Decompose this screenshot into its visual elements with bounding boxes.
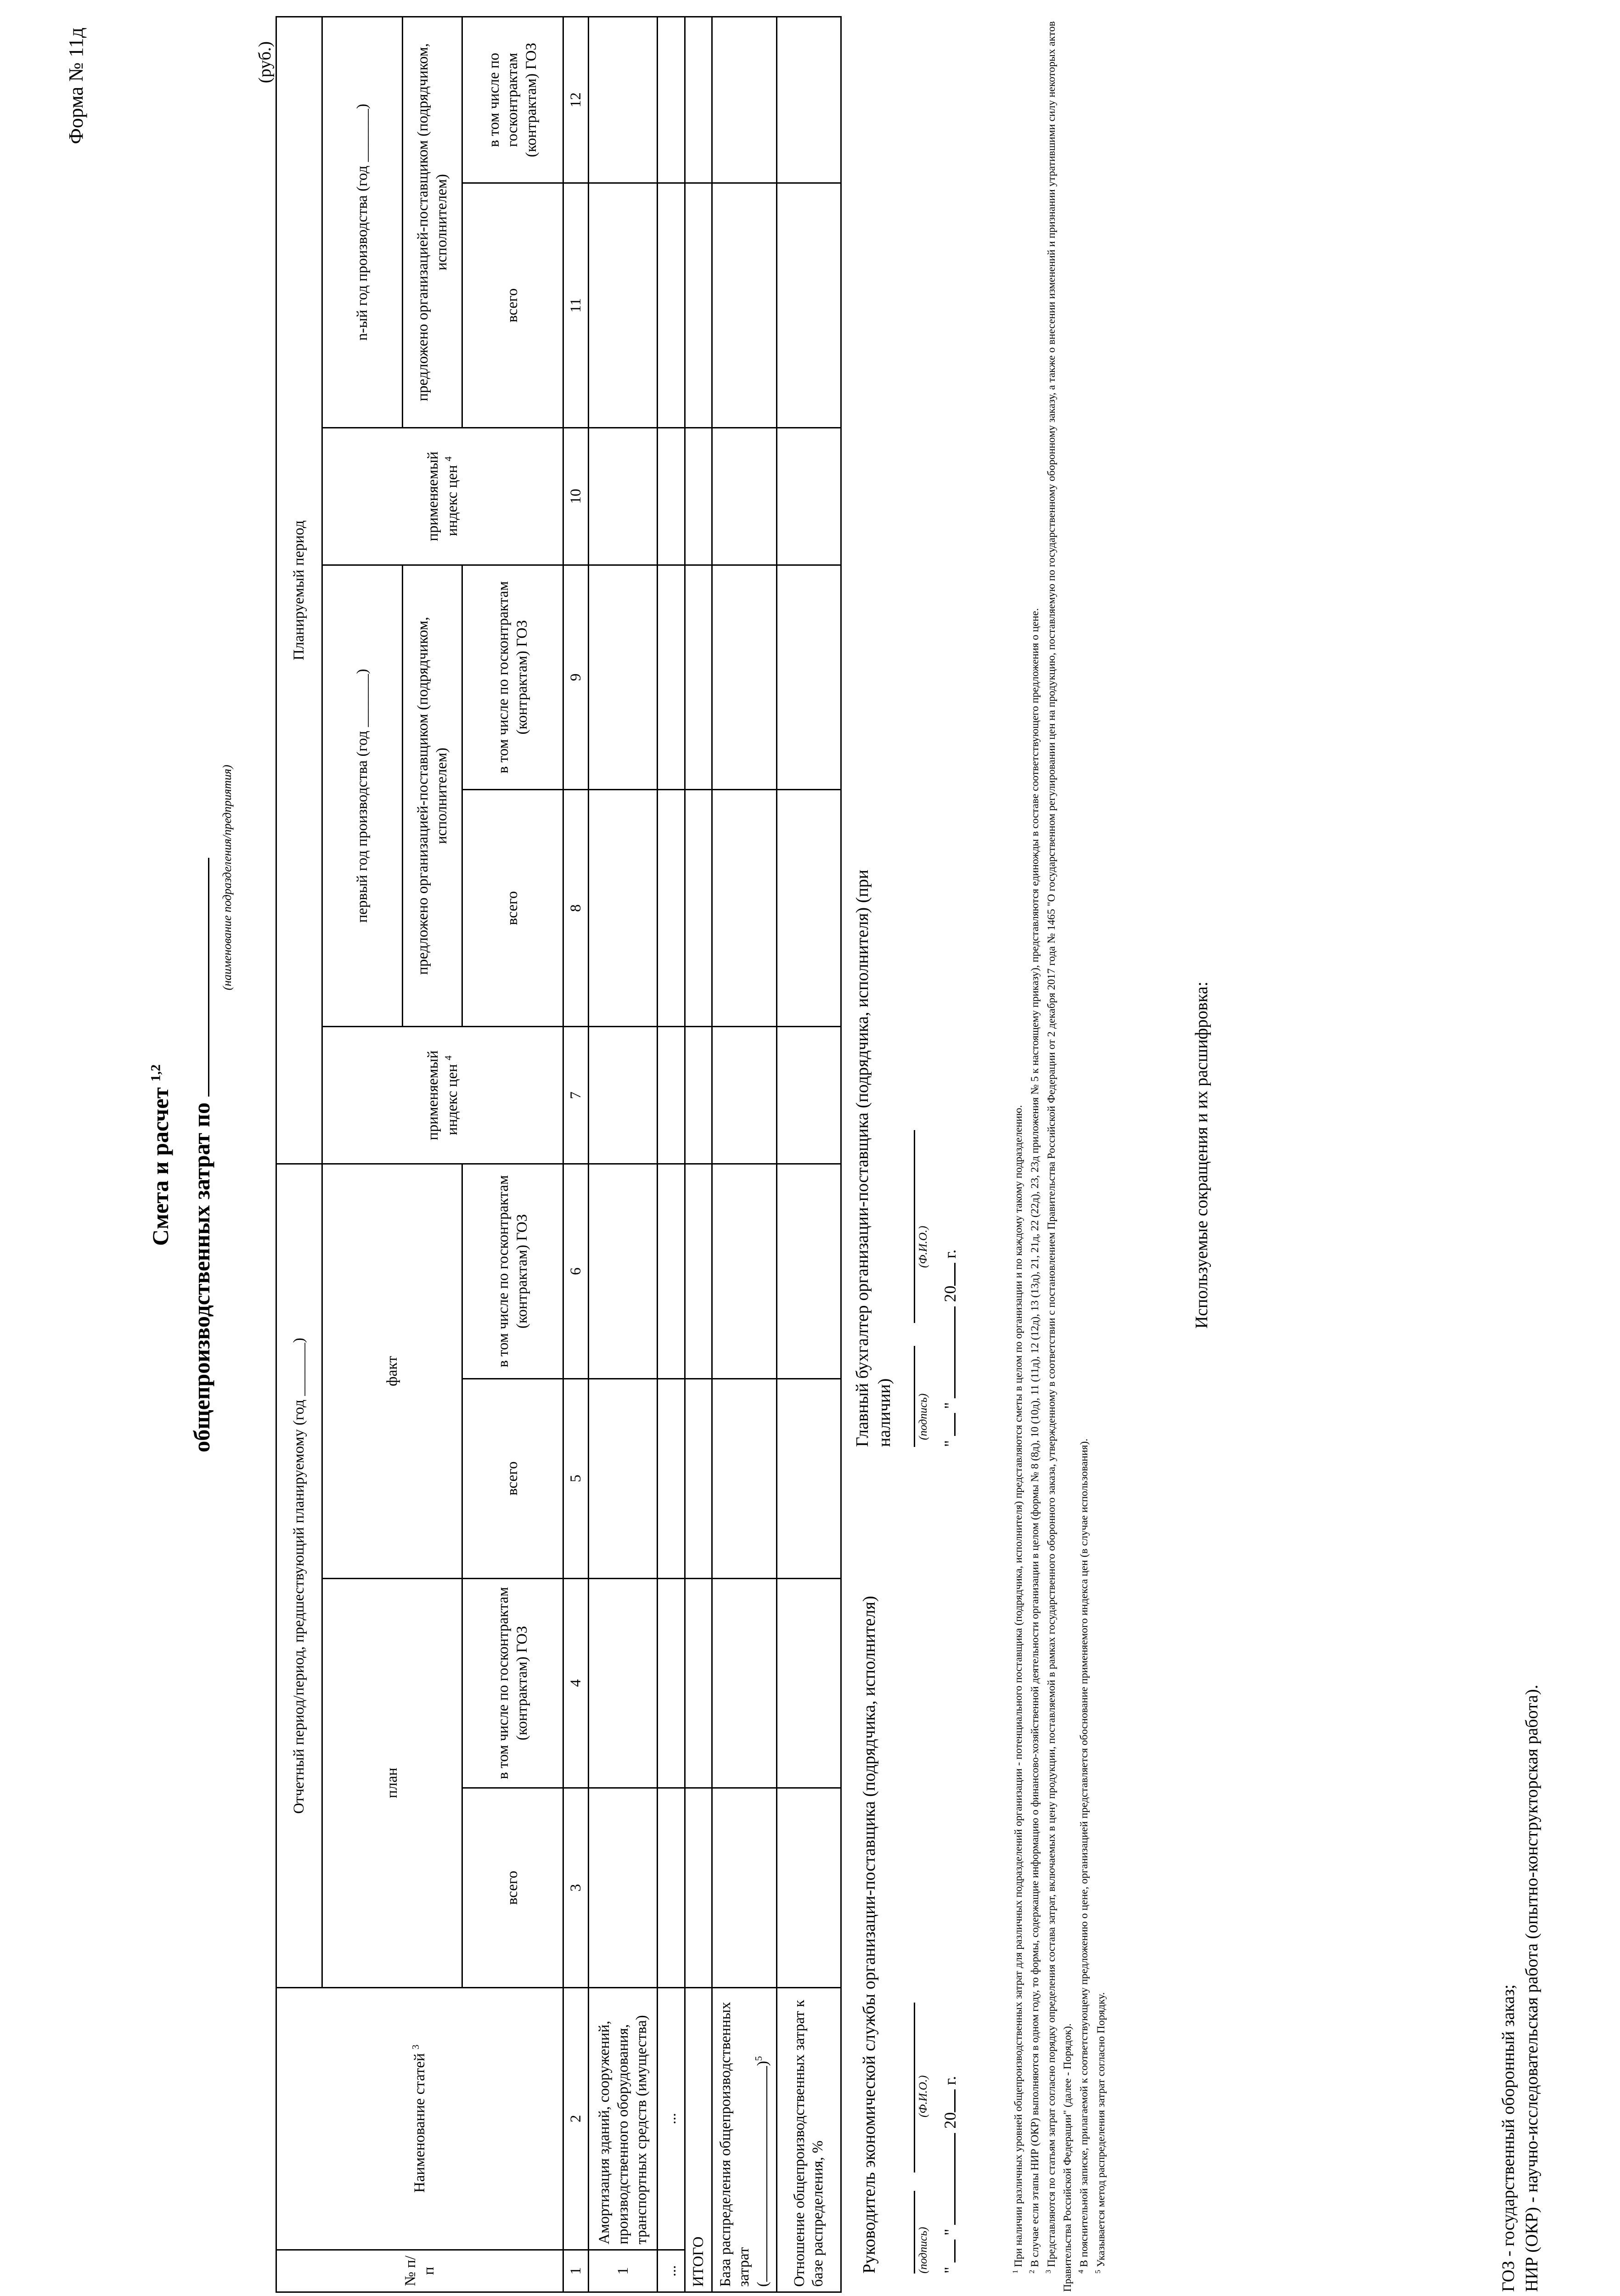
col-number: 6 [563, 1164, 589, 1379]
quote-open: " [941, 2267, 959, 2273]
title-text: Смета и расчет [147, 1087, 173, 1246]
table-cell[interactable] [712, 1379, 776, 1578]
quote-close: " [941, 1402, 959, 1409]
sig-right-sign-caption: (подпись) [917, 1393, 929, 1440]
header-item-name-text: Наименование статей [411, 2053, 428, 2193]
table-cell[interactable] [589, 565, 658, 789]
footnote-4 [1076, 14, 1092, 2292]
header-item-name [276, 1987, 563, 2250]
table-cell[interactable] [712, 17, 776, 183]
row-number: 1 [589, 2250, 658, 2292]
col-number: 8 [563, 789, 589, 1026]
sig-right-day-blank[interactable] [940, 1413, 956, 1436]
table-cell[interactable] [589, 17, 658, 183]
table-cell[interactable] [658, 17, 685, 183]
table-row [776, 17, 841, 2292]
sig-left-year-blank[interactable] [940, 2089, 956, 2112]
table-cell[interactable] [658, 789, 685, 1026]
sig-left-fio-caption: (Ф.И.О.) [917, 2075, 929, 2117]
header-fact: факт [322, 1164, 462, 1578]
footnote-1-num: 1 [1012, 2270, 1019, 2273]
abbreviation-item: НИР (ОКР) - научно-исследовательская работа (опытно-конструкторская работа). [1522, 1684, 1542, 2292]
currency-unit: (руб.) [255, 41, 275, 84]
footnote-2-num: 2 [1028, 2270, 1036, 2273]
table-cell[interactable] [658, 428, 685, 565]
table-cell[interactable] [589, 428, 658, 565]
header-price-index-text: применяемый индекс цен [425, 1050, 461, 1141]
org-name-caption: (наименование подразделения/предприятия) [220, 765, 234, 990]
header-offered-year1: предложено организацией-поставщиком (подрядчиком, исполнителем) [403, 565, 462, 1027]
distribution-method-blank[interactable] [754, 2066, 767, 2282]
header-yearn-total: всего [462, 183, 563, 428]
table-cell[interactable] [712, 565, 776, 789]
table-cell[interactable] [658, 1379, 685, 1578]
cost-estimate-table [276, 16, 842, 2293]
table-cell[interactable] [658, 183, 685, 428]
footnote-ref-4: 4 [442, 1055, 454, 1060]
header-report-period: Отчетный период/период, предшествующий планируемому (год _______) [276, 1164, 322, 1988]
quote-close: " [941, 2228, 959, 2236]
header-plan-total: всего [462, 1788, 563, 1988]
table-cell[interactable] [776, 428, 841, 565]
table-cell[interactable] [589, 1788, 658, 1988]
sig-left-sign-line[interactable] [914, 2191, 915, 2273]
distribution-method-close: ) [754, 2061, 771, 2066]
footnote-5 [1093, 14, 1109, 2292]
title-footnote-ref: 1,2 [148, 1064, 163, 1082]
col-number: 2 [563, 1987, 589, 2250]
table-cell[interactable] [776, 1578, 841, 1788]
col-number: 4 [563, 1578, 589, 1788]
sig-right-date [940, 1249, 960, 1447]
col-number: 9 [563, 565, 589, 789]
sig-left-fio-line[interactable] [914, 2003, 915, 2172]
abbreviation-item: ГОЗ - государственный оборонный заказ; [1499, 1984, 1518, 2292]
form-number: Форма № 11д [65, 28, 87, 144]
quote-open: " [941, 1440, 959, 1447]
document-subtitle [188, 0, 215, 2296]
row-item-name: ... [658, 1987, 685, 2250]
header-price-index-text: применяемый индекс цен [425, 451, 461, 541]
header-planned-period: Планируемый период [276, 17, 322, 1164]
footnote-3 [1043, 14, 1076, 2292]
table-cell[interactable] [589, 789, 658, 1026]
header-row-number: № п/п [276, 2250, 563, 2292]
header-fact-goz: в том числе по госконтрактам (контрактам) ГОЗ [462, 1164, 563, 1379]
footnote-4-num: 4 [1077, 2270, 1086, 2273]
footnote-1-text: При наличии различных уровней общепроизводственных затрат для различных подразделений организации - потенциального поставщика (подрядчика, исполнителя) представляются сметы в целом по организации и по каждому такому подразделению. [1012, 1105, 1024, 2268]
row-ratio: Отношение общепроизводственных затрат к базе распределения, % [776, 1987, 841, 2292]
abbreviations-title: Используемые сокращения и их расшифровка: [1192, 981, 1211, 1329]
table-cell[interactable] [712, 1027, 776, 1164]
sig-right-title: Главный бухгалтер организации-поставщика (подрядчика, исполнителя) (при наличии) [853, 869, 894, 1447]
table-cell[interactable] [658, 1788, 685, 1988]
table-cell[interactable] [712, 1788, 776, 1988]
table-cell[interactable] [712, 428, 776, 565]
table-cell[interactable] [776, 1164, 841, 1379]
header-offered-yearn: предложено организацией-поставщиком (подрядчиком, исполнителем) [403, 17, 462, 428]
year-suffix: г. [941, 1249, 959, 1259]
row-distribution-base [712, 1987, 776, 2292]
row-distribution-base-text: База распределения общепроизводственных затрат [717, 2002, 752, 2287]
abbreviations-list [1497, 1685, 1544, 2292]
table-cell[interactable] [658, 565, 685, 789]
header-price-index-yearn [322, 428, 563, 565]
sig-right-month-blank[interactable] [940, 1306, 956, 1398]
sig-right-year-blank[interactable] [940, 1263, 956, 1286]
table-cell[interactable] [685, 183, 712, 428]
table-cell[interactable] [658, 1164, 685, 1379]
table-cell[interactable] [685, 1027, 712, 1164]
header-nth-year: n-ый год производства (год _______) [322, 17, 403, 428]
table-cell[interactable] [685, 17, 712, 183]
header-fact-total: всего [462, 1379, 563, 1578]
footnote-3-text: Представляются по статьям затрат согласно порядку определения состава затрат, включаемых в цену продукции, поставляемой в рамках государственного оборонного заказа, утвержденному в соответствии с постановлением Правительства Российской Федерации от 2 декабря 2017 года № 1465 "О государственном регулировании цен на продукцию, поставляемую по государственному оборонному заказу, а также о внесении изменений и признании утратившими силу некоторых актов Правительства Российской Федерации" (далее - Порядок). [1045, 21, 1074, 2292]
footnote-2-text: В случае если этапы НИР (ОКР) выполняются в одном году, то формы, содержащие информацию о финансово-хозяйственной деятельности организации в целом (формы № 8 (8д), 10 (10д), 11 (11д), 12 (12д), 13 (13д), 21, 21д, 22 (22д), 23, 23д приложения № 5 к настоящему приказу), представляются единожды в составе соответствующего предложения о цене. [1029, 608, 1041, 2268]
sig-left-day-blank[interactable] [940, 2240, 956, 2262]
footnote-ref-4: 4 [442, 456, 454, 461]
col-number: 1 [563, 2250, 589, 2292]
row-total: ИТОГО [685, 1987, 712, 2292]
table-cell[interactable] [658, 1578, 685, 1788]
table-cell[interactable] [589, 1027, 658, 1164]
table-cell[interactable] [685, 1788, 712, 1988]
table-row [658, 17, 685, 2292]
header-first-year: первый год производства (год _______) [322, 565, 403, 1027]
table-cell[interactable] [589, 1379, 658, 1578]
col-number: 12 [563, 17, 589, 183]
footnote-1 [1010, 14, 1027, 2292]
table-cell[interactable] [712, 1578, 776, 1788]
org-name-blank[interactable] [190, 858, 209, 1097]
sig-left-month-blank[interactable] [940, 2133, 956, 2225]
table-cell[interactable] [776, 1379, 841, 1578]
footnote-3-num: 3 [1045, 2270, 1053, 2273]
footnote-5-num: 5 [1094, 2270, 1102, 2273]
table-cell[interactable] [712, 1164, 776, 1379]
col-number: 5 [563, 1379, 589, 1578]
col-number: 7 [563, 1027, 589, 1164]
table-cell[interactable] [712, 789, 776, 1026]
table-cell[interactable] [685, 1164, 712, 1379]
footnote-5-text: Указывается метод распределения затрат согласно Порядку. [1095, 1992, 1107, 2268]
sig-left-sign-caption: (подпись) [917, 2227, 929, 2273]
table-cell[interactable] [776, 565, 841, 789]
sig-right-fio-caption: (Ф.И.О.) [917, 1226, 929, 1268]
footnotes [1010, 14, 1109, 2292]
col-number: 11 [563, 183, 589, 428]
table-cell[interactable] [776, 183, 841, 428]
sig-left-date [940, 2076, 960, 2273]
year-prefix: 20 [941, 2112, 959, 2129]
footnote-4-text: В пояснительной записке, прилагаемой к соответствующему предложению о цене, организацией представляется обоснование применяемого индекса цен (в случае использования). [1078, 1438, 1091, 2268]
header-plan-goz: в том числе по госконтрактам (контрактам) ГОЗ [462, 1578, 563, 1788]
footnote-2 [1027, 14, 1043, 2292]
table-cell[interactable] [589, 183, 658, 428]
table-row [685, 17, 712, 2292]
table-cell[interactable] [658, 1027, 685, 1164]
table-cell[interactable] [776, 1027, 841, 1164]
table-cell[interactable] [776, 789, 841, 1026]
table-cell[interactable] [685, 565, 712, 789]
table-cell[interactable] [776, 17, 841, 183]
col-number: 3 [563, 1788, 589, 1988]
table-cell[interactable] [685, 1578, 712, 1788]
sig-left-title: Руководитель экономической службы организации-поставщика (подрядчика, исполнителя) [860, 1596, 879, 2273]
row-item-name: Амортизация зданий, сооружений, производственного оборудования, транспортных средств (имущества) [589, 1987, 658, 2250]
table-cell[interactable] [712, 183, 776, 428]
table-row [712, 17, 776, 2292]
sig-right-fio-line[interactable] [914, 1130, 915, 1323]
table-cell[interactable] [685, 428, 712, 565]
header-year1-goz: в том числе по госконтрактам (контрактам) ГОЗ [462, 565, 563, 789]
table-cell[interactable] [685, 789, 712, 1026]
distribution-method-open: ( [754, 2282, 771, 2287]
table-cell[interactable] [589, 1578, 658, 1788]
table-cell[interactable] [776, 1788, 841, 1988]
year-prefix: 20 [941, 1285, 959, 1302]
table-cell[interactable] [685, 1379, 712, 1578]
header-yearn-goz: в том числе по госконтрактам (контрактам) ГОЗ [462, 17, 563, 183]
header-plan: план [322, 1578, 462, 1987]
col-number: 10 [563, 428, 589, 565]
header-year1-total: всего [462, 789, 563, 1026]
header-price-index-year1 [322, 1027, 563, 1164]
document-title [147, 0, 174, 2296]
year-suffix: г. [941, 2076, 959, 2085]
table-cell[interactable] [589, 1164, 658, 1379]
sig-right-sign-line[interactable] [914, 1346, 915, 1447]
table-row [589, 17, 658, 2292]
subtitle-text: общепроизводственных затрат по [189, 1102, 214, 1452]
footnote-ref-5: 5 [753, 2056, 765, 2061]
footnote-ref-3: 3 [410, 2044, 422, 2049]
row-number: ... [658, 2250, 685, 2292]
